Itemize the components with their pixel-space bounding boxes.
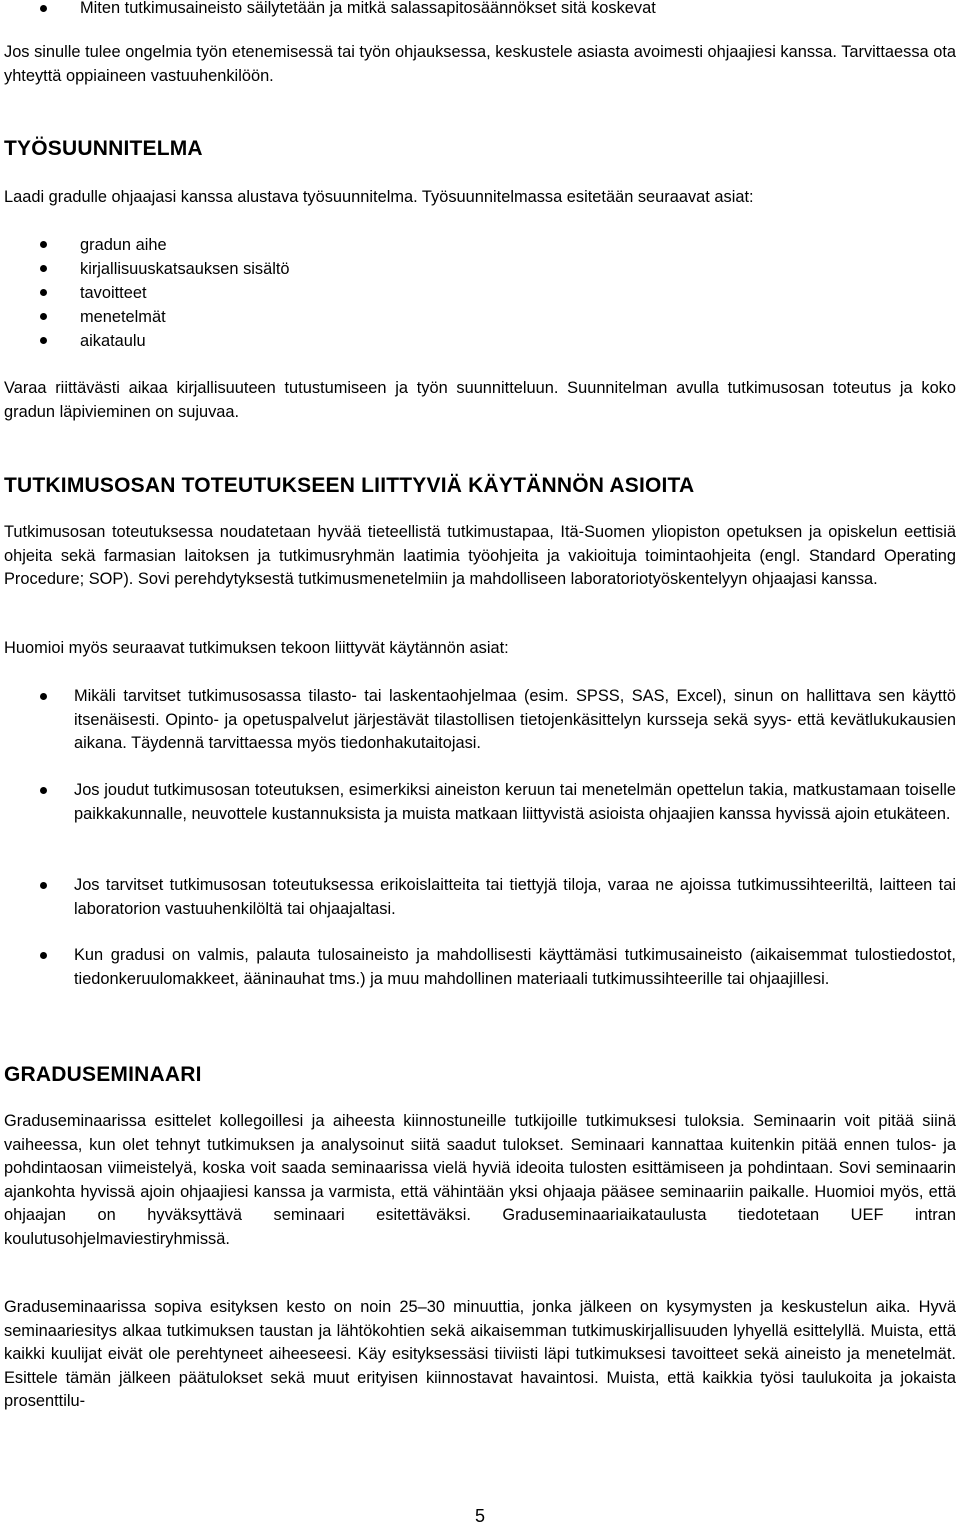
list-item-text: Jos tarvitset tutkimusosan toteutuksessa erikoislaitteita tai tiettyjä tiloja, varaa ne ajoissa tutkimussihteeriltä, laitteen tai laboratorion vastuuhenkilöltä tai ohjaajaltasi.: [74, 876, 956, 918]
section-heading-kaytannon-asiat: TUTKIMUSOSAN TOTEUTUKSEEN LIITTYVIÄ KÄYTÄNNÖN ASIOITA: [4, 474, 695, 497]
bullet-icon: [40, 265, 47, 272]
kaytannon-asiat-note: Huomioi myös seuraavat tutkimuksen tekoon liittyvät käytännön asiat:: [4, 639, 509, 657]
list-item: [4, 944, 956, 991]
bullet-icon: [40, 313, 47, 320]
bullet-icon: [40, 5, 47, 12]
list-item-text: gradun aihe: [80, 236, 167, 254]
intro-paragraph: Jos sinulle tulee ongelmia työn etenemisessä tai työn ohjauksessa, keskustele asiasta avoimesti ohjaajiesi kanssa. Tarvittaessa ota yhteyttä oppiaineen vastuuhenkilöön.: [4, 43, 956, 85]
bullet-icon: [40, 882, 47, 889]
list-item-text: kirjallisuuskatsauksen sisältö: [80, 260, 290, 278]
list-item-text: Mikäli tarvitset tutkimusosassa tilasto- tai laskentaohjelmaa (esim. SPSS, SAS, Excel), sinun on hallittava sen käyttö itsenäisesti. Opinto- ja opetuspalvelut järjestävät tilastollisen tietojenkäsittelyn kursseja sekä syys- että kevätlukukausien aikana. Täydennä tarvittaessa myös tiedonhakutaitojasi.: [74, 687, 956, 753]
bullet-icon: [40, 289, 47, 296]
page-number: 5: [474, 1506, 485, 1526]
bullet-icon: [40, 693, 47, 700]
list-item: [4, 0, 960, 20]
list-item: [4, 305, 956, 329]
list-item-text: menetelmät: [80, 308, 166, 326]
list-item: [4, 685, 956, 756]
tyosuunnitelma-list: [4, 233, 956, 353]
list-item: [4, 281, 956, 305]
list-item: [4, 257, 956, 281]
list-item: [4, 779, 956, 826]
bullet-icon: [40, 787, 47, 794]
tyosuunnitelma-closing: Varaa riittävästi aikaa kirjallisuuteen tutustumiseen ja työn suunnitteluun. Suunnitelman avulla tutkimusosan toteutus ja koko gradun läpivieminen on sujuvaa.: [4, 379, 956, 421]
bullet-icon: [40, 241, 47, 248]
bullet-icon: [40, 337, 47, 344]
graduseminaari-paragraph-2: Graduseminaarissa sopiva esityksen kesto on noin 25–30 minuuttia, jonka jälkeen on kysymysten ja keskustelun aika. Hyvä seminaariesitys alkaa tutkimuksen taustan ja lähtökohtien sekä aikaisemman tutkimuskirjallisuuden lyhyellä esittelyllä. Muista, että kaikki kuulijat eivät ole perehtyneet aiheeseesi. Käy esityksessäsi tiiviisti läpi tutkimuksesi tavoitteet sekä aineisto ja menetelmät. Esittele tämän jälkeen päätulokset sekä muut erityisen kiinnostavat havaintosi. Muista, että kaikkia työsi taulukoita ja jokaista prosenttilu-: [4, 1298, 956, 1411]
kaytannon-asiat-paragraph: Tutkimusosan toteutuksessa noudatetaan hyvää tieteellistä tutkimustapaa, Itä-Suomen yliopiston opetuksen ja opiskelun eettisiä ohjeita sekä farmasian laitoksen ja tutkimusryhmän laatimia työohjeita ja vakioituja toimintaohjeita (engl. Standard Operating Procedure; SOP). Sovi perehdytyksestä tutkimusmenetelmiin ja mahdolliseen laboratoriotyöskentelyyn ohjaajasi kanssa.: [4, 523, 956, 589]
list-item-text: tavoitteet: [80, 284, 147, 302]
section-heading-tyosuunnitelma: TYÖSUUNNITELMA: [4, 137, 203, 160]
list-item: [4, 874, 956, 921]
section-heading-graduseminaari: GRADUSEMINAARI: [4, 1063, 202, 1086]
top-bullet-text: Miten tutkimusaineisto säilytetään ja mitkä salassapitosäännökset sitä koskevat: [80, 0, 656, 17]
list-item-text: Kun gradusi on valmis, palauta tulosaineisto ja mahdollisesti käyttämäsi tutkimusaineisto (aikaisemmat tulostiedostot, tiedonkeruulomakkeet, ääninauhat tms.) ja muu mahdollinen materiaali tutkimussihteerille tai ohjaajillesi.: [74, 946, 956, 988]
list-item: [4, 233, 956, 257]
list-item-text: Jos joudut tutkimusosan toteutuksen, esimerkiksi aineiston keruun tai menetelmän opettelun takia, matkustamaan toiselle paikkakunnalle, neuvottele kustannuksista ja muista matkaan liittyvistä asioista ohjaajien kanssa hyvissä ajoin etukäteen.: [74, 781, 956, 823]
bullet-icon: [40, 952, 47, 959]
graduseminaari-paragraph-1: Graduseminaarissa esittelet kollegoillesi ja aiheesta kiinnostuneille tutkijoille tutkimuksesi tuloksia. Seminaarin voit pitää siinä vaiheessa, kun olet tehnyt tutkimuksen ja analysoinut siitä saadut tulokset. Seminaari kannattaa kuitenkin pitää ennen tulos- ja pohdintaosan viimeistelyä, koska voit saada seminaarissa vielä hyviä ideoita tulosten esittämiseen ja pohdintaan. Sovi seminaarin ajankohta hyvissä ajoin ohjaajiesi kanssa ja varmista, että vähintään yksi ohjaaja pääsee seminaariin paikalle. Huomioi myös, että ohjaajan on hyväksyttävä seminaari esitettäväksi. Graduseminaariaikataulusta tiedotetaan UEF intran koulutusohjelmaviestiryhmissä.: [4, 1112, 956, 1248]
list-item: [4, 329, 956, 353]
list-item-text: aikataulu: [80, 332, 146, 350]
tyosuunnitelma-paragraph: Laadi gradulle ohjaajasi kanssa alustava työsuunnitelma. Työsuunnitelmassa esitetään seuraavat asiat:: [4, 188, 754, 206]
